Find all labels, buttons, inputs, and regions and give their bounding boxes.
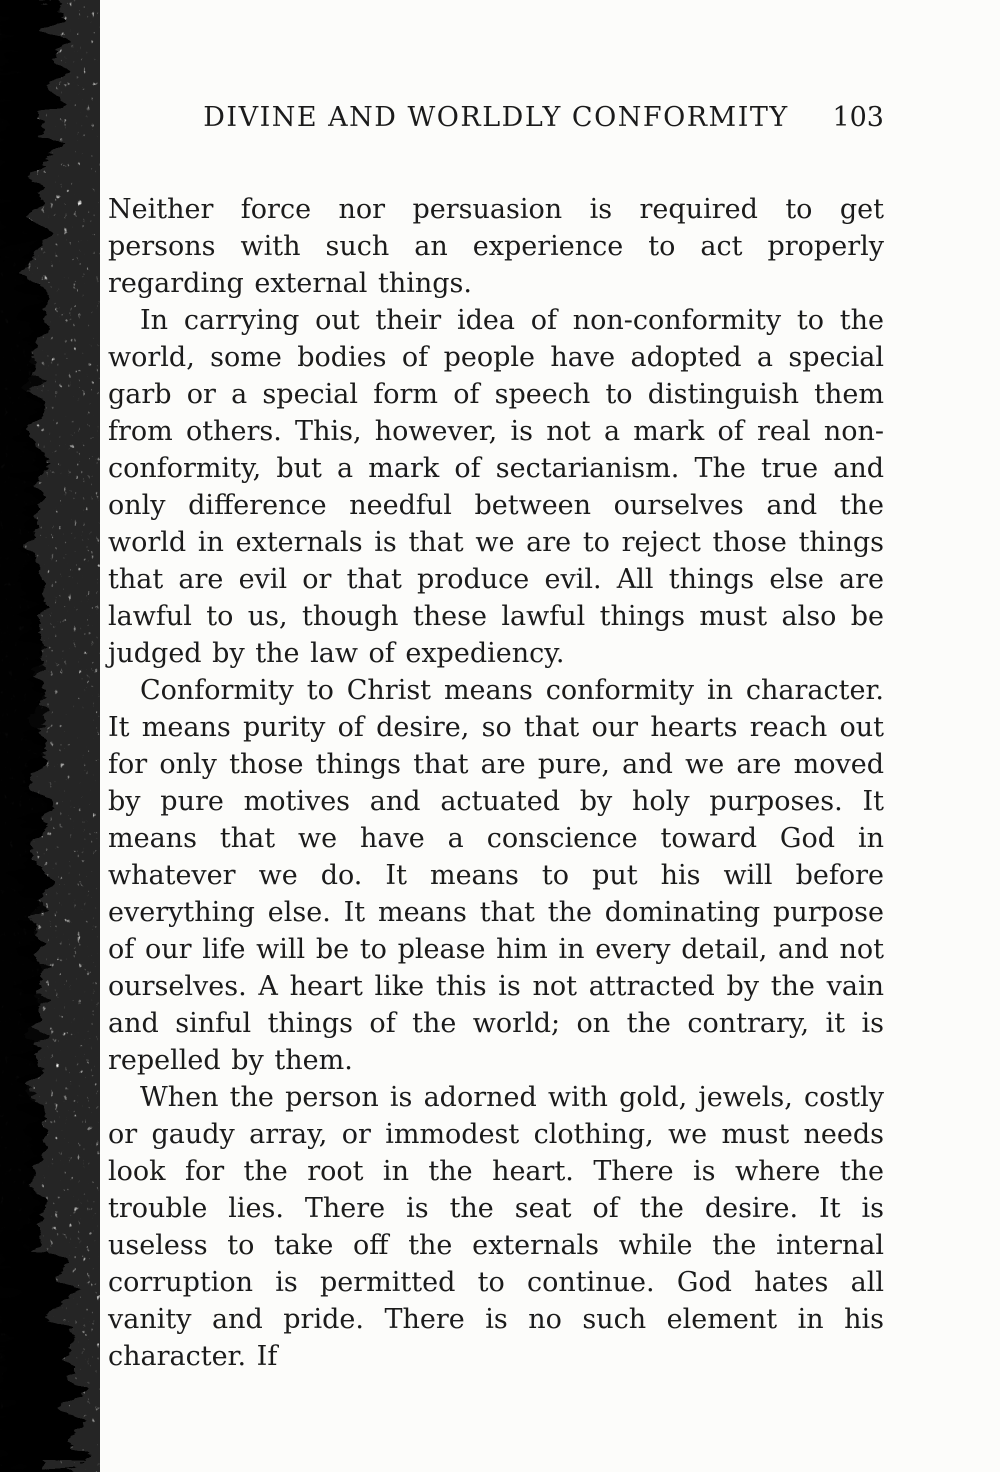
paragraph: When the person is adorned with gold, jewels, costly or gaudy array, or immodest clothing, we must needs look for the root in the heart. There is where the trouble lies. There is the seat of the desire. It is useless to take off the externals while the internal corruption is permitted to continue. God hates all vanity and pride. There is no such element in his character. If xyxy=(108,1082,884,1372)
paragraph: Conformity to Christ means conformity in character. It means purity of desire, so that our hearts reach out for only those things that are pure, and we are moved by pure motives and actuated by holy purposes. It means that we have a conscience toward God in whatever we do. It means to put his will before everything else. It means that the dominating purpose of our life will be to please him in every detail, and not ourselves. A heart like this is not attracted by the vain and sinful things of the world; on the contrary, it is repelled by them. xyxy=(108,675,884,1076)
header-title: DIVINE AND WORLDLY CONFORMITY xyxy=(203,102,789,133)
paragraph: Neither force nor persuasion is required to get persons with such an experience to act properly regarding external things. xyxy=(108,194,884,299)
running-header xyxy=(108,102,884,133)
page-content xyxy=(108,102,884,1375)
page-number: 103 xyxy=(832,102,884,133)
paragraph: In carrying out their idea of non-conformity to the world, some bodies of people have adopted a special garb or a special form of speech to distinguish them from others. This, however, is not a mark of real non-conformity, but a mark of sectarianism. The true and only difference needful between ourselves and the world in externals is that we are to reject those things that are evil or that produce evil. All things else are lawful to us, though these lawful things must also be judged by the law of expediency. xyxy=(108,305,884,669)
